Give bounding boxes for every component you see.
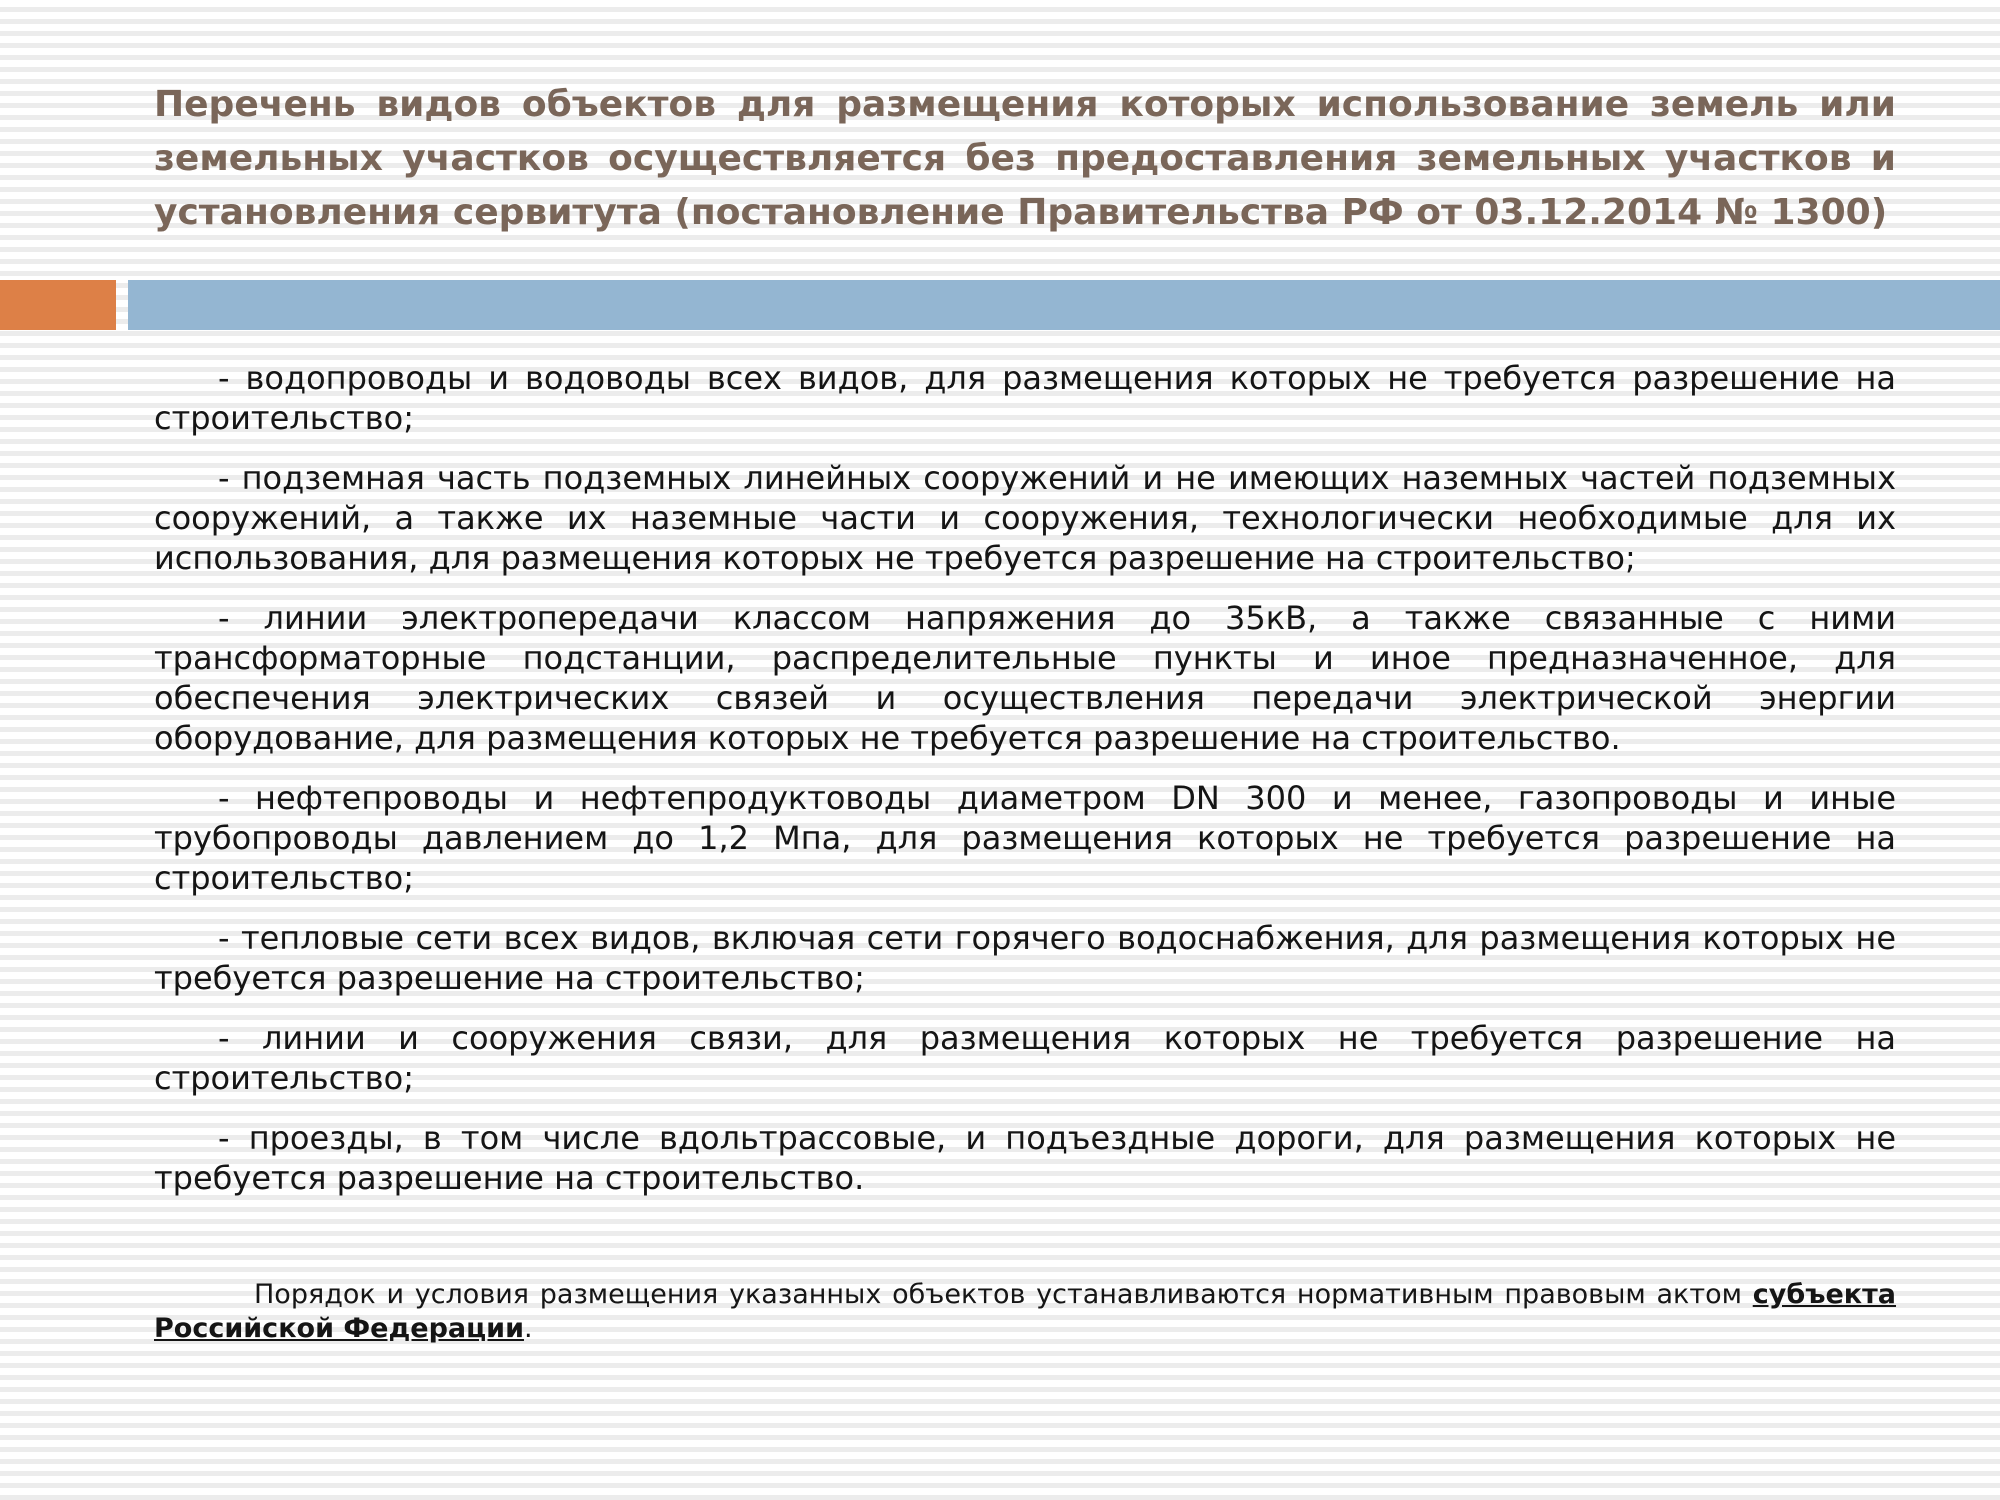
list-item: - нефтепроводы и нефтепродуктоводы диаметром DN 300 и менее, газопроводы и иные трубопроводы давлением до 1,2 Мпа, для размещения которых не требуется разрешение на строительство;	[154, 779, 1896, 897]
accent-bar-blue	[128, 280, 2000, 330]
list-item: - водопроводы и водоводы всех видов, для размещения которых не требуется разрешение на строительство;	[154, 359, 1896, 437]
footnote	[154, 1278, 1896, 1346]
slide-title: Перечень видов объектов для размещения которых использование земель или земельных участков осуществляется без предоставления земельных участков и установления сервитута (постановление Правительства РФ от 03.12.2014 № 1300)	[154, 84, 1896, 233]
list-item: - проезды, в том числе вдольтрассовые, и подъездные дороги, для размещения которых не требуется разрешение на строительство.	[154, 1119, 1896, 1197]
list-item: - подземная часть подземных линейных сооружений и не имеющих наземных частей подземных сооружений, а также их наземные части и сооружения, технологически необходимые для их использования, для размещения которых не требуется разрешение на строительство;	[154, 459, 1896, 577]
list-item: - линии и сооружения связи, для размещения которых не требуется разрешение на строительство;	[154, 1019, 1896, 1097]
content-body	[154, 358, 1896, 1346]
footnote-end: .	[523, 1313, 533, 1344]
accent-bar-orange	[0, 280, 116, 330]
list-item: - тепловые сети всех видов, включая сети горячего водоснабжения, для размещения которых не требуется разрешение на строительство;	[154, 919, 1896, 997]
footnote-link[interactable]: субъекта Российской Федерации	[154, 1279, 1896, 1344]
footnote-text: Порядок и условия размещения указанных объектов устанавливаются нормативным правовым актом	[254, 1279, 1753, 1310]
list-item: - линии электропередачи классом напряжения до 35кВ, а также связанные с ними трансформаторные подстанции, распределительные пункты и иное предназначенное, для обеспечения электрических связей и осуществления передачи электрической энергии оборудование, для размещения которых не требуется разрешение на строительство.	[154, 599, 1896, 757]
